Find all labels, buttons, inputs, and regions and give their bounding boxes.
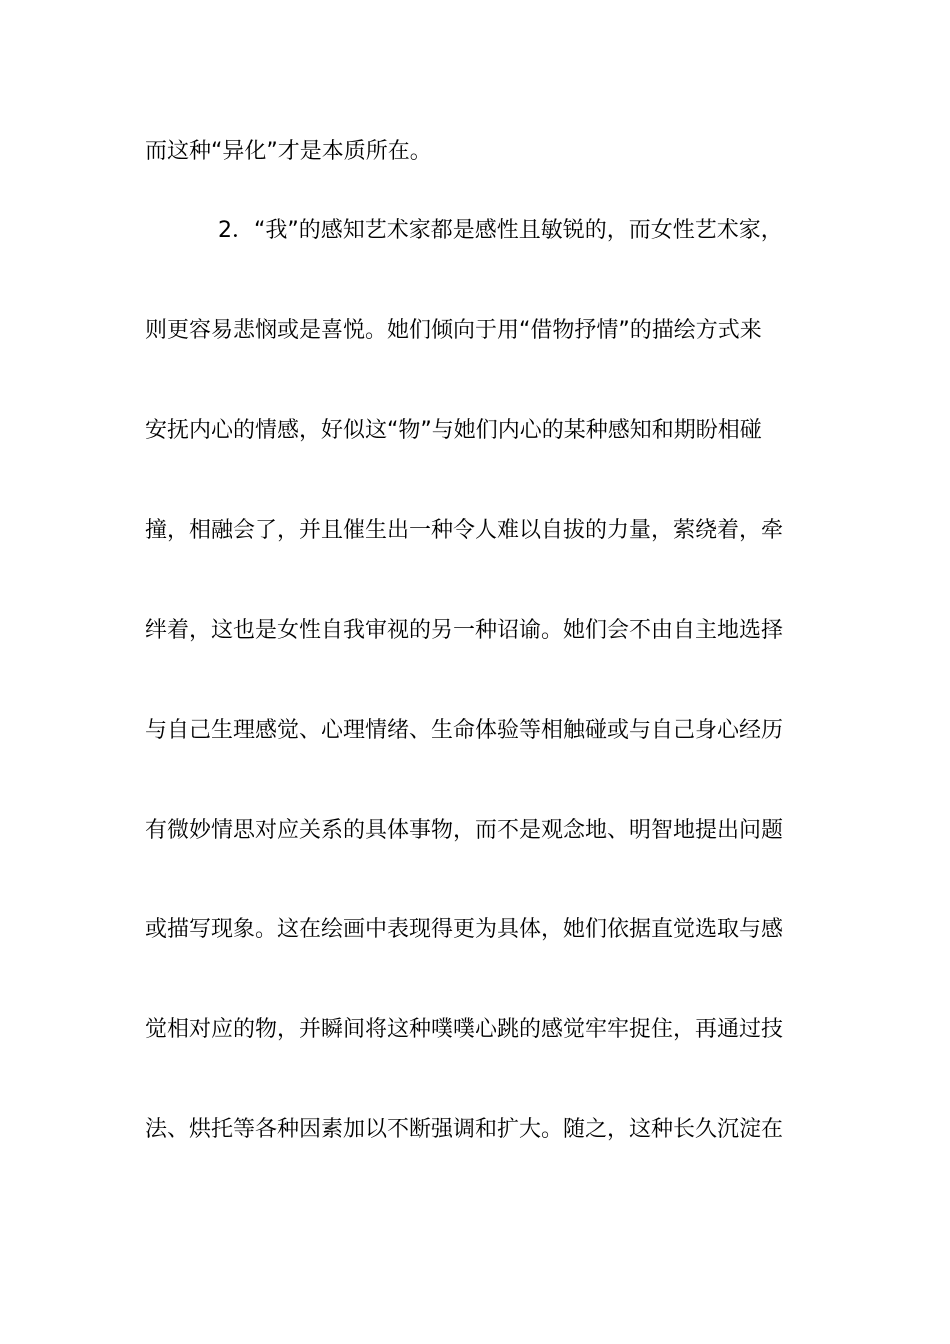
- text-line-11: 法、烘托等各种因素加以不断强调和扩大。随之，这种长久沉淀在: [145, 1117, 784, 1142]
- text-line-9: 或描写现象。这在绘画中表现得更为具体，她们依据直觉选取与感: [145, 917, 784, 942]
- text-line-7: 与自己生理感觉、心理情绪、生命体验等相触碰或与自己身心经历: [145, 718, 784, 743]
- text-line-10: 觉相对应的物，并瞬间将这种噗噗心跳的感觉牢牢捉住，再通过技: [145, 1017, 784, 1042]
- text-line-6: 绊着，这也是女性自我审视的另一种诏谕。她们会不由自主地选择: [145, 618, 784, 643]
- text-line-5: 撞，相融会了，并且催生出一种令人难以自拔的力量，萦绕着，牵: [145, 518, 784, 543]
- text-line-3: 则更容易悲悯或是喜悦。她们倾向于用“借物抒情”的描绘方式来: [145, 318, 762, 343]
- text-line-2: 2．“我”的感知艺术家都是感性且敏锐的，而女性艺术家，: [218, 218, 783, 243]
- text-line-8: 有微妙情思对应关系的具体事物，而不是观念地、明智地提出问题: [145, 818, 784, 843]
- text-line-4: 安抚内心的情感，好似这“物”与她们内心的某种感知和期盼相碰: [145, 418, 762, 443]
- text-line-1: 而这种“异化”才是本质所在。: [145, 139, 432, 164]
